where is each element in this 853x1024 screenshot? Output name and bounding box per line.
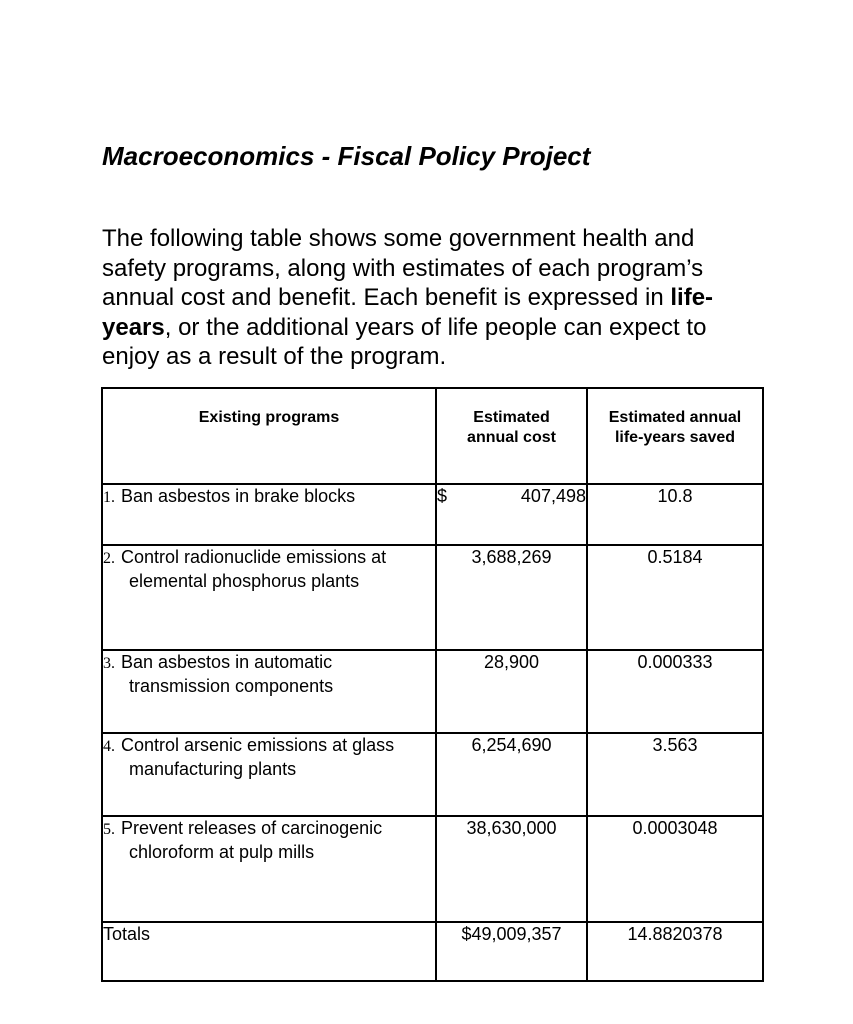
program-cell bbox=[102, 816, 436, 922]
row-number: 3. bbox=[103, 655, 115, 672]
table-row bbox=[102, 733, 763, 816]
cost-cell: 6,254,690 bbox=[436, 733, 587, 816]
program-name: Control radionuclide emissions at elemental phosphorus plants bbox=[121, 547, 387, 591]
program-cell bbox=[102, 484, 436, 545]
intro-paragraph bbox=[102, 224, 762, 372]
totals-cost: $49,009,357 bbox=[436, 922, 587, 981]
cost-value: 407,498 bbox=[520, 486, 586, 506]
table-row bbox=[102, 545, 763, 650]
intro-text-before: The following table shows some government health and safety programs, along with estimates of each program’s annual cost and benefit. Each benefit is expressed in bbox=[102, 225, 704, 311]
intro-text-after: , or the additional years of life people can expect to enjoy as a result of the program. bbox=[102, 313, 707, 370]
cost-cell: 38,630,000 bbox=[436, 816, 587, 922]
row-number: 5. bbox=[103, 821, 115, 838]
header-program: Existing programs bbox=[102, 388, 436, 484]
header-life-years: Estimated annual life-years saved bbox=[587, 388, 763, 484]
row-number: 1. bbox=[103, 489, 115, 506]
intro-bold-term: life-years bbox=[102, 284, 714, 341]
program-cell bbox=[102, 733, 436, 816]
program-cell bbox=[102, 545, 436, 650]
cost-cell bbox=[436, 484, 587, 545]
totals-row bbox=[102, 922, 763, 981]
life-years-cell: 10.8 bbox=[587, 484, 763, 545]
totals-life-years: 14.8820378 bbox=[587, 922, 763, 981]
table-header-row bbox=[102, 388, 763, 484]
life-years-cell: 0.000333 bbox=[587, 650, 763, 733]
program-name: Prevent releases of carcinogenic chloroform at pulp mills bbox=[121, 818, 383, 862]
row-number: 4. bbox=[103, 738, 115, 755]
program-name: Ban asbestos in automatic transmission components bbox=[121, 652, 334, 696]
life-years-cell: 0.0003048 bbox=[587, 816, 763, 922]
cost-cell: 3,688,269 bbox=[436, 545, 587, 650]
totals-label: Totals bbox=[102, 922, 436, 981]
program-name: Ban asbestos in brake blocks bbox=[121, 486, 356, 506]
cost-cell: 28,900 bbox=[436, 650, 587, 733]
programs-table bbox=[101, 387, 764, 982]
program-name: Control arsenic emissions at glass manufacturing plants bbox=[121, 735, 395, 779]
page-title: Macroeconomics - Fiscal Policy Project bbox=[102, 141, 591, 171]
program-cell bbox=[102, 650, 436, 733]
currency-symbol: $ bbox=[437, 486, 448, 506]
table-row bbox=[102, 650, 763, 733]
header-cost: Estimated annual cost bbox=[436, 388, 587, 484]
life-years-cell: 3.563 bbox=[587, 733, 763, 816]
table-row bbox=[102, 816, 763, 922]
table-row bbox=[102, 484, 763, 545]
row-number: 2. bbox=[103, 550, 115, 567]
life-years-cell: 0.5184 bbox=[587, 545, 763, 650]
